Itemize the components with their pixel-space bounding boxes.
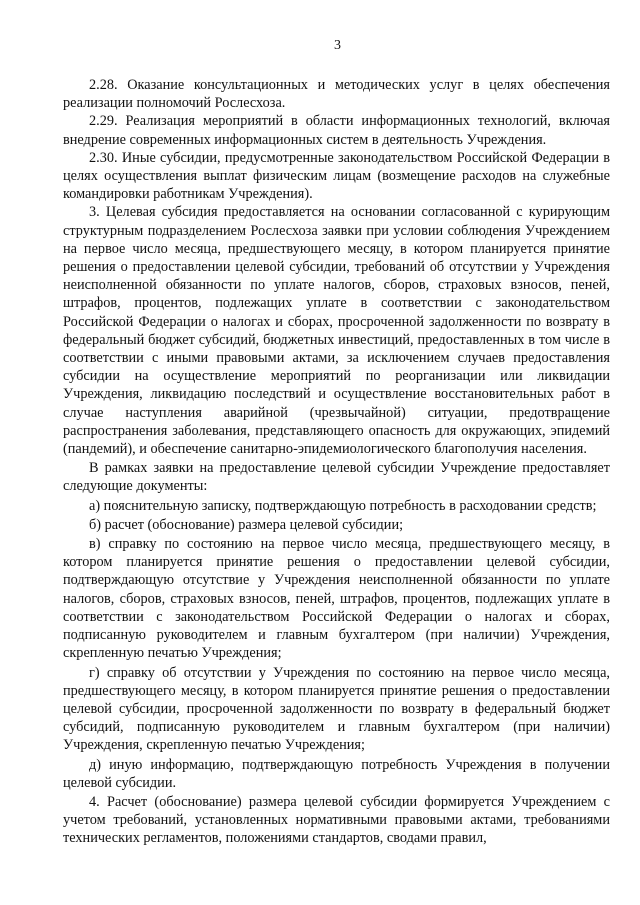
page-number: 3 [334, 38, 341, 53]
list-item-v: в) справку по состоянию на первое число месяца, предшествующего месяцу, в котором планируется принятие решения о предоставлении целевой субсидии, подтверждающую отсутствие у Учреждения неисполненной обязанности по уплате налогов, сборов, страховых взносов, пеней, штрафов, процентов, подлежащих уплате в соответствии с законодательством Российской Федерации о налогах и сборах, подписанную руководителем и главным бухгалтером (при наличии) Учреждения, скрепленную печатью Учреждения; [63, 536, 610, 662]
paragraph-2-28: 2.28. Оказание консультационных и методических услуг в целях обеспечения реализации полномочий Рослесхоза. [63, 77, 610, 112]
list-item-b: б) расчет (обоснование) размера целевой субсидии; [89, 516, 404, 533]
list-item-a: а) пояснительную записку, подтверждающую потребность в расходовании средств; [89, 497, 597, 514]
paragraph-application-intro: В рамках заявки на предоставление целевой субсидии Учреждение предоставляет следующие документы: [63, 460, 610, 495]
paragraph-4: 4. Расчет (обоснование) размера целевой субсидии формируется Учреждением с учетом требований, установленных нормативными правовыми актами, требованиями технических регламентов, положениями стандартов, сводами правил, [63, 793, 610, 847]
list-item-g: г) справку об отсутствии у Учреждения по состоянию на первое число месяца, предшествующего месяцу, в котором планируется принятие решения о предоставлении целевой субсидии, просроченной задолженности по возврату в федеральный бюджет субсидий, подписанную руководителем и главным бухгалтером (при наличии) Учреждения, скрепленную печатью Учреждения; [63, 664, 610, 754]
paragraph-3: 3. Целевая субсидия предоставляется на основании согласованной с курирующим структурным подразделением Рослесхоза заявки при условии соблюдения Учреждением на первое число месяца, предшествующего месяцу, в котором планируется принятие решения о предоставлении целевой субсидии, требований об отсутствии у Учреждения неисполненной обязанности по уплате налогов, сборов, страховых взносов, пеней, штрафов, процентов, подлежащих уплате в соответствии с законодательством Российской Федерации о налогах и сборах, просроченной задолженности по возврату в федеральный бюджет субсидий, бюджетных инвестиций, предоставленных в том числе в соответствии с иными правовыми актами, за исключением случаев предоставления субсидии на осуществление мероприятий по реорганизации или ликвидации Учреждения, ликвидацию последствий и осуществление восстановительных работ в случае наступления аварийной (чрезвычайной) ситуации, предотвращение распространения заболевания, представляющего опасность для окружающих, эпидемий (пандемий), и обеспечение санитарно-эпидемиологического благополучия населения. [63, 204, 610, 458]
paragraph-2-29: 2.29. Реализация мероприятий в области информационных технологий, включая внедрение современных информационных систем в деятельность Учреждения. [63, 113, 610, 148]
paragraph-2-30: 2.30. Иные субсидии, предусмотренные законодательством Российской Федерации в целях осуществления выплат физическим лицам (возмещение расходов на служебные командировки работникам Учреждения). [63, 149, 610, 203]
list-item-d: д) иную информацию, подтверждающую потребность Учреждения в получении целевой субсидии. [63, 756, 610, 791]
